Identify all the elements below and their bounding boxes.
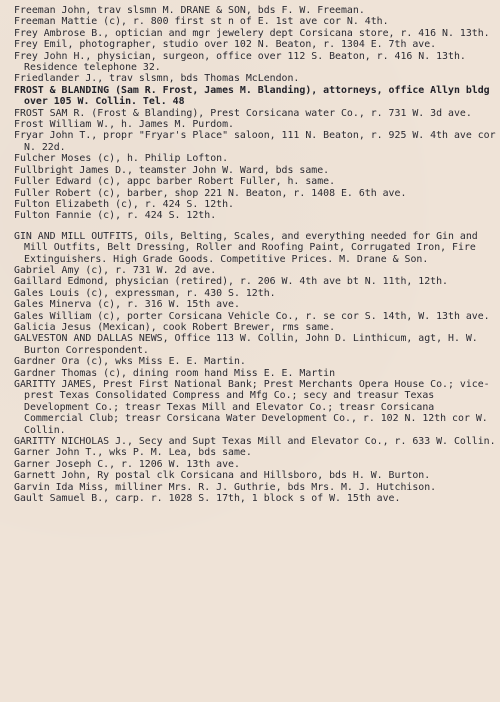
directory-entry: FROST & BLANDING (Sam R. Frost, James M. Blanding), attorneys, office Allyn bldg over 105 W. Collin. Tel. 48 [14, 84, 490, 108]
directory-entry: Gales Louis (c), expressman, r. 430 S. 12th. [14, 287, 276, 299]
directory-entry: Fryar John T., propr "Fryar's Place" saloon, 111 N. Beaton, r. 925 W. 4th ave cor N. 22d. [14, 130, 496, 153]
directory-entry: Garvin Ida Miss, milliner Mrs. R. J. Guthrie, bds Mrs. M. J. Hutchison. [14, 481, 437, 493]
directory-entry: Garner Joseph C., r. 1206 W. 13th ave. [14, 458, 240, 470]
directory-entry: Fuller Robert (c), barber, shop 221 N. Beaton, r. 1408 E. 6th ave. [14, 187, 407, 199]
directory-entry: Freeman John, trav slsmn M. DRANE & SON, bds F. W. Freeman. [14, 5, 365, 16]
directory-entry: Frost William W., h. James M. Purdom. [14, 119, 234, 131]
directory-entry: Frey Emil, photographer, studio over 102 N. Beaton, r. 1304 E. 7th ave. [14, 39, 437, 51]
directory-entry: Fulton Fannie (c), r. 424 S. 12th. [14, 210, 217, 222]
directory-entry: Fullbright James D., teamster John W. Ward, bds same. [14, 164, 330, 176]
directory-entry: Freeman Mattie (c), r. 800 first st n of E. 1st ave cor N. 4th. [14, 16, 389, 28]
directory-entry: Galicia Jesus (Mexican), cook Robert Brewer, rms same. [14, 321, 336, 333]
directory-entry: Gardner Ora (c), wks Miss E. E. Martin. [14, 356, 246, 368]
directory-entry: Friedlander J., trav slsmn, bds Thomas McLendon. [14, 73, 300, 85]
directory-entry: Fulcher Moses (c), h. Philip Lofton. [14, 153, 229, 165]
directory-entry: Garner John T., wks P. M. Lea, bds same. [14, 447, 252, 459]
directory-entry: Gault Samuel B., carp. r. 1028 S. 17th, 1 block s of W. 15th ave. [14, 493, 401, 505]
directory-entries [14, 5, 496, 504]
directory-entry: GALVESTON AND DALLAS NEWS, Office 113 W. Collin, John D. Linthicum, agt, H. W. Burton Correspondent. [14, 333, 478, 356]
directory-entry: Gardner Thomas (c), dining room hand Miss E. E. Martin [14, 367, 336, 379]
directory-entry: Gales Minerva (c), r. 316 W. 15th ave. [14, 299, 240, 311]
directory-entry: Frey John H., physician, surgeon, office over 112 S. Beaton, r. 416 N. 13th. Residence telephone 32. [14, 50, 466, 74]
directory-entry: Fuller Edward (c), appc barber Robert Fuller, h. same. [14, 176, 336, 188]
directory-entry: FROST SAM R. (Frost & Blanding), Prest Corsicana water Co., r. 731 W. 3d ave. [14, 107, 472, 119]
directory-entry: Garnett John, Ry postal clk Corsicana and Hillsboro, bds H. W. Burton. [14, 470, 431, 482]
directory-entry: Frey Ambrose B., optician and mgr jewelery dept Corsicana store, r. 416 N. 13th. [14, 27, 490, 39]
directory-entry: Fulton Elizabeth (c), r. 424 S. 12th. [14, 198, 234, 210]
directory-entry: Gales William (c), porter Corsicana Vehicle Co., r. se cor S. 14th, W. 13th ave. [14, 310, 490, 322]
directory-entry: Gaillard Edmond, physician (retired), r. 206 W. 4th ave bt N. 11th, 12th. [14, 276, 449, 288]
directory-entry: Gabriel Amy (c), r. 731 W. 2d ave. [14, 264, 217, 276]
directory-entry: GIN AND MILL OUTFITS, Oils, Belting, Scales, and everything needed for Gin and Mill Outfits, Belt Dressing, Roller and Roofing Paint, Corrugated Iron, Fire Extinguishers. High Grade Goods. Competitive Prices. M. Drane & Son. [14, 230, 478, 265]
directory-entry: GARITTY JAMES, Prest First National Bank; Prest Merchants Opera House Co.; vice-prest Texas Consolidated Compress and Mfg Co.; secy and treasur Texas Development Co.; treasr Texas Mill and Elevator Co.; treasr Corsicana Commercial Club; treasr Corsicana Water Development Co., r. 102 N. 12th cor W. Collin. [14, 379, 490, 436]
directory-entry: GARITTY NICHOLAS J., Secy and Supt Texas Mill and Elevator Co., r. 633 W. Collin. [14, 436, 496, 448]
